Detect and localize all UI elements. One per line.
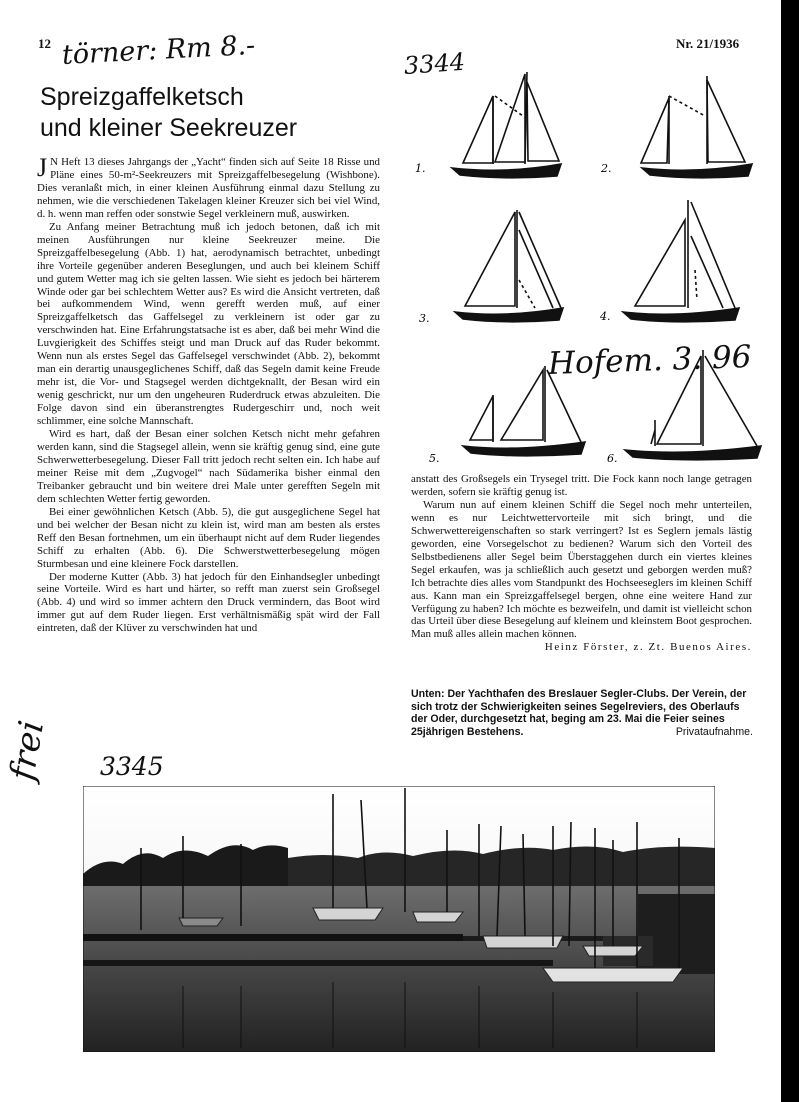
article-column-left <box>37 153 380 635</box>
paragraph: anstatt des Großsegels ein Trysegel tritt. Die Fock kann noch lange getragen werden, sofern sie kräftig genug ist. <box>411 473 752 498</box>
sail-diagram-2 <box>641 76 752 178</box>
photo-caption <box>411 688 753 738</box>
page-number: 12 <box>38 36 51 51</box>
figure-label-3: 3. <box>419 312 430 325</box>
sail-diagram-4 <box>623 200 739 322</box>
paragraph: JN Heft 13 dieses Jahrgangs der „Yacht“ finden sich auf Seite 18 Risse und Pläne eines 50-m²-Seekreuzers mit Spreizgaffelbesegelung (Wishbone). Dies veranlaßt mich, in einer kleinen Ausführung einmal dazu Stellung zu nehmen, wie die verschiedenen Takelagen kleiner Kreuzer sich bei viel Wind, d. h. wenn man reffen oder sonstwie Segel verkleinern muß, auswirken. <box>37 153 380 220</box>
article-column-right <box>411 473 752 654</box>
sail-diagram-3 <box>455 210 563 322</box>
paragraph: Zu Anfang meiner Betrachtung muß ich jedoch betonen, daß ich mit meinen Ausführungen nur kleine Seekreuzer meine. Die Spreizgaffelbesegelung (Abb. 1) hat, aerodynamisch betrachtet, unbedingt ihre Vorteile gegenüber anderen Beseglungen, und auch bei kleinem Schiff und gutem Wetter mag ich sie gelten lassen. Wie sieht es jedoch bei härterem Winde oder gar bei schlechtem Wetter aus? Es wird die Ansicht vertreten, daß bei aufkommendem Wind, wenn gerefft werden muß, auf einer Spreizgaffelketsch das Gaffelsegel zu verkleinern ist oder gar zu verschwinden hat. Eine Erfahrungstatsache ist es aber, daß bei mehr Wind die Luvgierigkeit des Schiffes steigt und man Druck auf das Ruder bekommt. Wenn nun als erstes Segel das Gaffelsegel verschwindet (Abb. 2), bekommt man ein derartig unausgeglichenes Schiff, daß das Segeln damit keine Freude mehr ist, die Vor- und Stagsegel werden dichtgeknallt, der Besan wird ein wenig geschrickt, nur um den ungeheuren Ruderdruck etwas abzuleiten. Die Folge davon sind ein überanstrengtes Rudergeschirr und, noch weit schlimmer, eine solche Mannschaft. <box>37 220 380 428</box>
paragraph: Der moderne Kutter (Abb. 3) hat jedoch für den Einhandsegler unbedingt seine Vorteile. Wird es hart und härter, so refft man zuerst sein Großsegel (Abb. 4) und wird so immer achtern den Druck vermindern, das Boot wird immer gut auf dem Ruder liegen. Erst verhältnismäßig spät wird der Fall eintreten, daß der Klüver zu verschwinden hat und <box>37 570 380 635</box>
title-line-1: Spreizgaffelketsch <box>40 83 244 111</box>
figure-label-6: 6. <box>607 452 618 465</box>
title-line-2: und kleiner Seekreuzer <box>40 114 298 142</box>
signature-line <box>411 641 752 654</box>
handwritten-note-top-left: törner: Rm 8.- <box>61 29 256 71</box>
handwritten-note-photo-left: frei <box>2 717 53 784</box>
author-signature: Heinz Förster, z. Zt. Buenos Aires. <box>544 641 752 654</box>
sail-diagram-6 <box>625 350 761 460</box>
photo-credit: Privataufnahme. <box>675 725 753 738</box>
article-title <box>40 82 380 144</box>
paragraph: Wird es hart, daß der Besan einer solchen Ketsch nicht mehr gefahren werden kann, sind die Stagsegel allein, wenn sie kräftig genug sind, eine gute Schwerwetterbesegelung. Dieser Fall tritt jedoch recht selten ein. Ich habe auf meiner Reise mit dem „Zugvogel“ nach Südamerika bisher einmal den Treibanker gebraucht und bin weitere drei Male unter gerefften Segeln mit dem schlechten Wetter fertig geworden. <box>37 428 380 505</box>
paragraph: Warum nun auf einem kleinen Schiff die Segel noch mehr unterteilen, wenn es nur Leichtwettervorteile mit sich bringt, und die Schwerwettereigenschaften so stark verringert? Ist es Seglern jemals lästig geworden, eine Vorsegelschot zu bedienen? Warum sich den Vorteil des Selbstbedienens aller Segel beim Überstaggehen durch ein viertes kleines Segel erkaufen, was ja schließlich auch gesetzt und geborgen werden muß? Ich betrachte dies alles vom Standpunkt des Hochseeseglers im kleinen Schiff aus. Kann man ein Spreizgaffelsegel bergen, ohne eine weitere Hand zur Verfügung zu haben? Ich möchte es bezweifeln, und damit ist vielleicht schon das Urteil über diese Besegelung auf kleinem und kleinstem Boot gesprochen. Man muß alles allein machen können. <box>411 498 752 641</box>
sail-plan-figure <box>405 60 785 470</box>
figure-label-2: 2. <box>601 162 612 175</box>
figure-label-1: 1. <box>415 162 426 175</box>
issue-number: Nr. 21/1936 <box>676 36 740 51</box>
handwritten-number-photo: 3345 <box>100 752 164 781</box>
handwritten-note-middle: Hofem. 3. 96 <box>547 338 753 382</box>
caption-text: Unten: Der Yachthafen des Breslauer Segler-Clubs. Der Verein, der sich trotz der Schwierigkeiten seines Segelreviers, des Oberlaufs der Oder, durchgesetzt hat, beging am 23. Mai die Feier seines 25jährigen Bestehens. <box>411 688 747 738</box>
figure-label-4: 4. <box>600 310 611 323</box>
figure-label-5: 5. <box>429 452 440 465</box>
harbor-photo <box>83 786 715 1052</box>
handwritten-number-top: 3344 <box>403 47 466 80</box>
paragraph: Bei einer gewöhnlichen Ketsch (Abb. 5), die gut ausgeglichene Segel hat und bei welcher der Besan nicht zu klein ist, wird man am besten als erstes Reff den Besan fortnehmen, um ein überhaupt nicht auf dem Ruder liegendes Schiff zu erhalten (Abb. 6). Die Schwerstwetterbesegelung mögen Sturmbesan und eine kleinere Fock darstellen. <box>37 505 380 570</box>
sail-diagram-1 <box>452 72 561 178</box>
sail-diagram-5 <box>463 366 585 456</box>
